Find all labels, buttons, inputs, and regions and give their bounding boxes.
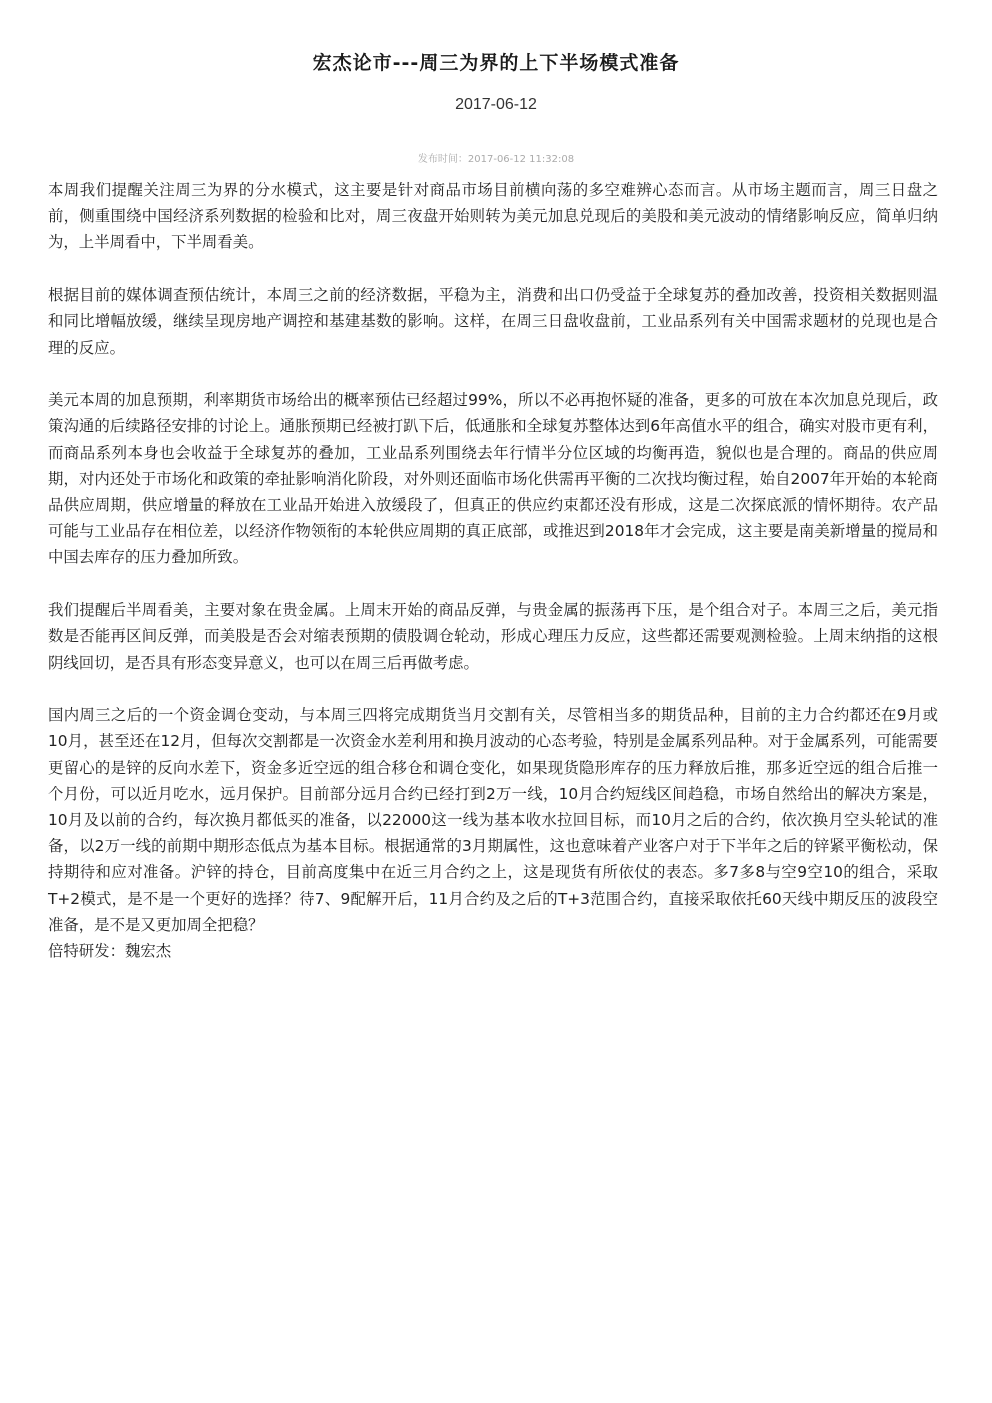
paragraph: 本周我们提醒关注周三为界的分水模式，这主要是针对商品市场目前横向荡的多空难辨心态而言。从市场主题而言，周三日盘之前，侧重围绕中国经济系列数据的检验和比对，周三夜盘开始则转为美元加息兑现后的美股和美元波动的情绪影响反应，简单归纳为，上半周看中，下半周看美。 <box>48 181 938 252</box>
article-title: 宏杰论市---周三为界的上下半场模式准备 <box>312 52 680 74</box>
author-signature: 倍特研发：魏宏杰 <box>48 942 172 961</box>
paragraph: 根据目前的媒体调查预估统计，本周三之前的经济数据，平稳为主，消费和出口仍受益于全球复苏的叠加改善，投资相关数据则温和同比增幅放缓，继续呈现房地产调控和基建基数的影响。这样，在周三日盘收盘前，工业品系列有关中国需求题材的兑现也是合理的反应。 <box>48 286 938 357</box>
paragraph: 美元本周的加息预期，利率期货市场给出的概率预估已经超过99%，所以不必再抱怀疑的准备，更多的可放在本次加息兑现后，政策沟通的后续路径安排的讨论上。通胀预期已经被打趴下后，低通胀和全球复苏整体达到6年高值水平的组合，确实对股市更有利，而商品系列本身也会收益于全球复苏的叠加，工业品系列围绕去年行情半分位区域的均衡再造，貌似也是合理的。商品的供应周期，对内还处于市场化和政策的牵扯影响消化阶段，对外则还面临市场化供需再平衡的二次找均衡过程，始自2007年开始的本轮商品供应周期，供应增量的释放在工业品开始进入放缓段了，但真正的供应约束都还没有形成，这是二次探底派的情怀期待。农产品可能与工业品存在相位差，以经济作物领衔的本轮供应周期的真正底部，或推迟到2018年才会完成，这主要是南美新增量的搅局和中国去库存的压力叠加所致。 <box>48 391 938 567</box>
paragraph: 国内周三之后的一个资金调仓变动，与本周三四将完成期货当月交割有关，尽管相当多的期货品种，目前的主力合约都还在9月或10月，甚至还在12月，但每次交割都是一次资金水差利用和换月波动的心态考验，特别是金属系列品种。对于金属系列，可能需要更留心的是锌的反向水差下，资金多近空远的组合移仓和调仓变化，如果现货隐形库存的压力释放后推，那多近空远的组合后推一个月份，可以近月吃水，远月保护。目前部分远月合约已经打到2万一线，10月合约短线区间趋稳，市场自然给出的解决方案是，10月及以前的合约，每次换月都低买的准备，以22000这一线为基本收水拉回目标，而10月之后的合约，依次换月空头轮试的准备，以2万一线的前期中期形态低点为基本目标。根据通常的3月期属性，这也意味着产业客户对于下半年之后的锌紧平衡松动，保持期待和应对准备。沪锌的持仓，目前高度集中在近三月合约之上，这是现货有所依仗的表态。多7多8与空9空10的组合，采取T+2模式，是不是一个更好的选择？待7、9配解开后，11月合约及之后的T+3范围合约，直接采取依托60天线中期反压的波段空准备，是不是又更加周全把稳？ <box>48 706 938 934</box>
publish-time: 发布时间：2017-06-12 11:32:08 <box>417 154 575 165</box>
paragraph: 我们提醒后半周看美，主要对象在贵金属。上周末开始的商品反弹，与贵金属的振荡再下压，是个组合对子。本周三之后，美元指数是否能再区间反弹，而美股是否会对缩表预期的债股调仓轮动，形成心理压力反应，这些都还需要观测检验。上周末纳指的这根阴线回切，是否具有形态变异意义，也可以在周三后再做考虑。 <box>48 601 938 672</box>
article-body <box>48 177 938 964</box>
article-date: 2017-06-12 <box>455 96 537 113</box>
